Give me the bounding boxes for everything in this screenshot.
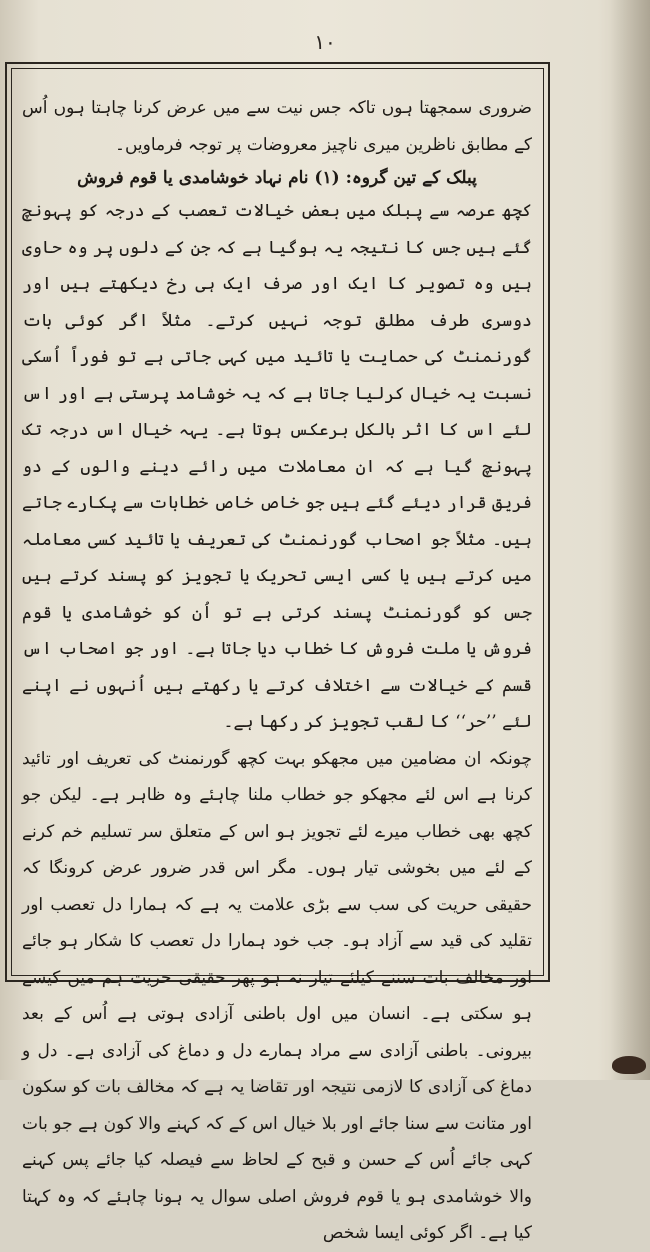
paragraph-1: کچھ عرصہ سے پبلک میں بعض خیالات تعصب کے درجہ کو پہونچ گئے ہیں جس کا نتیجہ یہ ہوگیا ہے کہ جن کے دلوں پر وہ حاوی ہیں وہ تصویر کا ایک اور صرف ایک ہی رخ دیکھتے ہیں اور دوسری طرف مطلق توجہ نہیں کرتے۔ مثلاً اگر کوئی بات گورنمنٹ کی حمایت یا تائید میں کہی جاتی ہے تو فوراً اُسکی نسبت یہ خیال کرلیا جاتا ہے کہ یہ خوشامد پرستی ہے اور اس لئے اس کا اثر بالکل برعکس ہوتا ہے۔ یہہ خیال اس درجہ تک پہونچ گیا ہے کہ ان معاملات میں رائے دینے والوں کے دو فریق قرار دیئے گئے ہیں جو خاص خاص خطابات سے پکارے جاتے ہیں۔ مثلاً جو اصحاب گورنمنٹ کی تعریف یا تائید کسی معاملہ میں کرتے ہیں یا کسی ایسی تحریک یا تجویز کو پسند کرتے ہیں جس کو گورنمنٹ پسند کرتی ہے تو اُن کو خوشامدی یا قوم فروش یا ملت فروش کا خطاب دیا جاتا ہے۔ اور جو اصحاب اس قسم کے خیالات سے اختلاف کرتے یا رکھتے ہیں اُنہوں نے اپنے لئے ’’حر‘‘ کا لقب تجویز کر رکھا ہے۔ (22, 201, 532, 732)
paragraph-2: چونکہ ان مضامین میں مجھکو بہت کچھ گورنمنٹ کی تعریف اور تائید کرنا ہے اس لئے مجھکو جو خطاب ملنا چاہئے وہ ظاہر ہے۔ لیکن جو کچھ بھی خطاب میرے لئے تجویز ہو اس کے متعلق سر تسلیم خم کرنے کے لئے میں بخوشی تیار ہوں۔ مگر اس قدر ضرور عرض کرونگا کہ حقیقی حریت کی سب سے بڑی علامت یہ ہے کہ ہمارا دل تعصب اور تقلید کی قید سے آزاد ہو۔ جب خود ہمارا دل تعصب کا شکار ہو جائے اور مخالف بات سننے کیلئے تیار نہ ہو پھر حقیقی حریت ہم میں کیسے ہو سکتی ہے۔ انسان میں اول باطنی آزادی ہوتی ہے اُس کے بعد بیرونی۔ باطنی آزادی سے مراد ہمارے دل و دماغ کی آزادی ہے۔ دل و دماغ کی آزادی کا لازمی نتیجہ اور تقاضا یہ ہے کہ مخالف بات کو سکون اور متانت سے سنا جائے اور بلا خیال اس کے کہ کہنے والا کون ہے جو بات کہی جائے اُس کے حسن و قبح کے لحاظ سے فیصلہ کیا جائے پس کہنے والا خوشامدی ہو یا قوم فروش اصلی سوال یہ ہونا چاہئے کہ وہ کہتا کیا ہے۔ اگر کوئی ایسا شخص (22, 748, 532, 1243)
page-edge-stain (612, 1056, 646, 1074)
page-number: ۱۰ (314, 30, 336, 54)
binding-shadow (610, 0, 650, 1080)
text-body (22, 90, 532, 1243)
paragraph-intro: ضروری سمجھتا ہوں تاکہ جس نیت سے میں عرض کرنا چاہتا ہوں اُس کے مطابق ناظرین میری ناچیز معروضات پر توجہ فرماویں۔ (22, 98, 532, 155)
section-heading: پبلک کے تین گروہ: (۱) نام نہاد خوشامدی یا قوم فروش (77, 168, 477, 188)
